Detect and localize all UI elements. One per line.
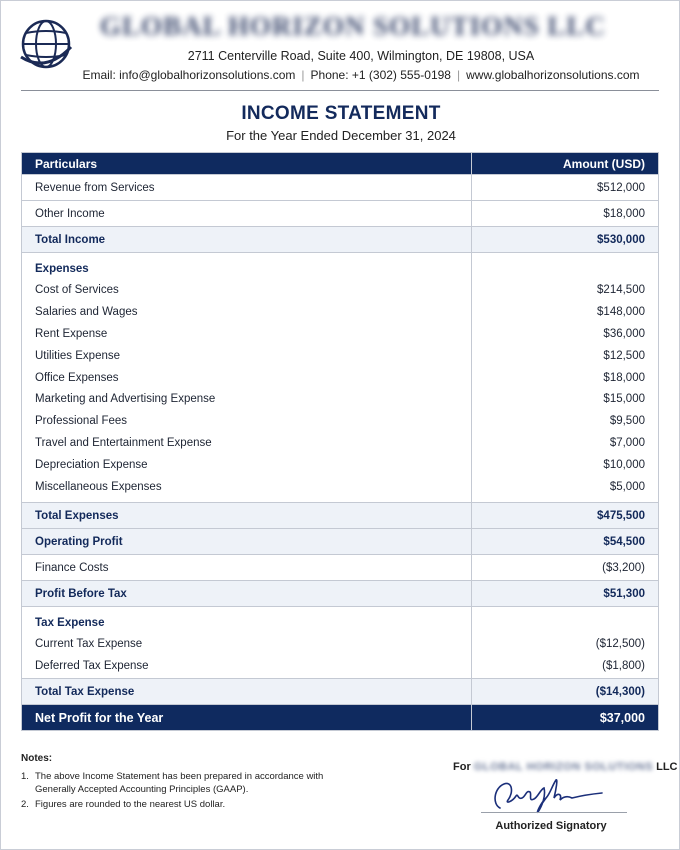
- row-amount: $512,000: [472, 175, 659, 201]
- table-row: [22, 555, 659, 581]
- column-header-amount: Amount (USD): [472, 153, 659, 175]
- signature-for-line: [453, 761, 678, 773]
- tax-labels: [22, 607, 472, 679]
- note-item: [21, 798, 351, 811]
- row-amount: $54,500: [472, 529, 659, 555]
- expenses-amounts: [472, 253, 659, 503]
- expense-item-amount: $148,000: [597, 305, 645, 318]
- globe-icon: [19, 17, 73, 71]
- tax-amounts: [472, 607, 659, 679]
- for-suffix: LLC: [656, 761, 678, 773]
- expense-item-amount: $7,000: [609, 437, 645, 450]
- expense-item-label: Travel and Entertainment Expense: [35, 437, 212, 450]
- expense-item-amount: $10,000: [603, 459, 645, 472]
- row-label: Finance Costs: [22, 555, 472, 581]
- section-heading: Tax Expense: [35, 617, 105, 629]
- statement-subtitle: For the Year Ended December 31, 2024: [226, 128, 456, 143]
- expense-item-amount: $18,000: [603, 371, 645, 384]
- expense-item-label: Cost of Services: [35, 284, 119, 296]
- expense-item-amount: $5,000: [609, 481, 645, 494]
- row-amount: $530,000: [472, 227, 659, 253]
- section-heading-spacer: [485, 258, 645, 280]
- authorized-signatory-label: Authorized Signatory: [495, 820, 607, 832]
- expense-item-amount: $36,000: [603, 327, 645, 340]
- table-row: [22, 201, 659, 227]
- row-label: Net Profit for the Year: [22, 705, 472, 731]
- row-label: Total Tax Expense: [22, 679, 472, 705]
- row-label: Profit Before Tax: [22, 581, 472, 607]
- handwritten-signature: [488, 774, 608, 816]
- table-row: [22, 175, 659, 201]
- expense-item-amount: $15,000: [603, 393, 645, 406]
- contact-email: Email: info@globalhorizonsolutions.com: [82, 68, 296, 82]
- row-label: Total Expenses: [22, 503, 472, 529]
- expense-item-label: Salaries and Wages: [35, 305, 138, 318]
- signature-line: [481, 812, 627, 813]
- note-item: [21, 770, 351, 796]
- contact-phone: Phone: +1 (302) 555-0198: [310, 68, 451, 82]
- expense-item-label: Rent Expense: [35, 327, 108, 340]
- expenses-group: [22, 253, 659, 503]
- net-profit-row: [22, 705, 659, 731]
- expenses-labels: [22, 253, 472, 503]
- note-text: The above Income Statement has been prepared in accordance with Generally Accepted Accounting Principles (GAAP).: [35, 771, 324, 795]
- tax-group: [22, 607, 659, 679]
- row-label: Other Income: [22, 201, 472, 227]
- row-amount: $37,000: [472, 705, 659, 731]
- row-amount: $475,500: [472, 503, 659, 529]
- row-label: Revenue from Services: [22, 175, 472, 201]
- total-row: [22, 679, 659, 705]
- expense-item-label: Office Expenses: [35, 371, 119, 384]
- company-contact: [61, 68, 661, 82]
- company-address: 2711 Centerville Road, Suite 400, Wilmington, DE 19808, USA: [187, 49, 535, 63]
- expense-item-label: Depreciation Expense: [35, 459, 148, 472]
- statement-title: INCOME STATEMENT: [241, 103, 441, 124]
- row-amount: $51,300: [472, 581, 659, 607]
- expense-item-label: Professional Fees: [35, 415, 128, 428]
- note-number: 1.: [21, 771, 29, 782]
- section-heading: Expenses: [35, 263, 89, 275]
- row-amount: ($14,300): [472, 679, 659, 705]
- tax-item-amount: ($1,800): [602, 659, 645, 672]
- row-amount: $18,000: [472, 201, 659, 227]
- column-header-particulars: Particulars: [22, 153, 472, 175]
- total-row: [22, 529, 659, 555]
- section-heading-spacer: [485, 612, 645, 634]
- header-divider: [21, 90, 659, 91]
- total-row: [22, 227, 659, 253]
- notes-section: [21, 753, 351, 813]
- expense-item-label: Marketing and Advertising Expense: [35, 393, 216, 406]
- row-amount: ($3,200): [472, 555, 659, 581]
- contact-separator: |: [456, 68, 461, 82]
- note-number: 2.: [21, 799, 29, 810]
- tax-item-amount: ($12,500): [595, 638, 645, 650]
- tax-item-label: Current Tax Expense: [35, 638, 143, 650]
- income-statement-table: [21, 152, 659, 731]
- contact-separator: |: [301, 68, 305, 82]
- expense-item-amount: $9,500: [609, 415, 645, 428]
- company-name: GLOBAL HORIZON SOLUTIONS LLC: [100, 11, 606, 41]
- tax-item-label: Deferred Tax Expense: [35, 659, 149, 672]
- expense-item-label: Miscellaneous Expenses: [35, 481, 162, 494]
- total-row: [22, 503, 659, 529]
- contact-website: www.globalhorizonsolutions.com: [466, 68, 640, 82]
- expense-item-amount: $12,500: [603, 349, 645, 362]
- for-company-name: GLOBAL HORIZON SOLUTIONS: [473, 761, 654, 773]
- row-label: Operating Profit: [22, 529, 472, 555]
- for-prefix: For: [453, 761, 471, 773]
- expense-item-label: Utilities Expense: [35, 349, 121, 362]
- expense-item-amount: $214,500: [597, 284, 645, 296]
- row-label: Total Income: [22, 227, 472, 253]
- total-row: [22, 581, 659, 607]
- note-text: Figures are rounded to the nearest US dollar.: [35, 799, 226, 810]
- notes-title: Notes:: [21, 753, 53, 764]
- table-header-row: [22, 153, 659, 175]
